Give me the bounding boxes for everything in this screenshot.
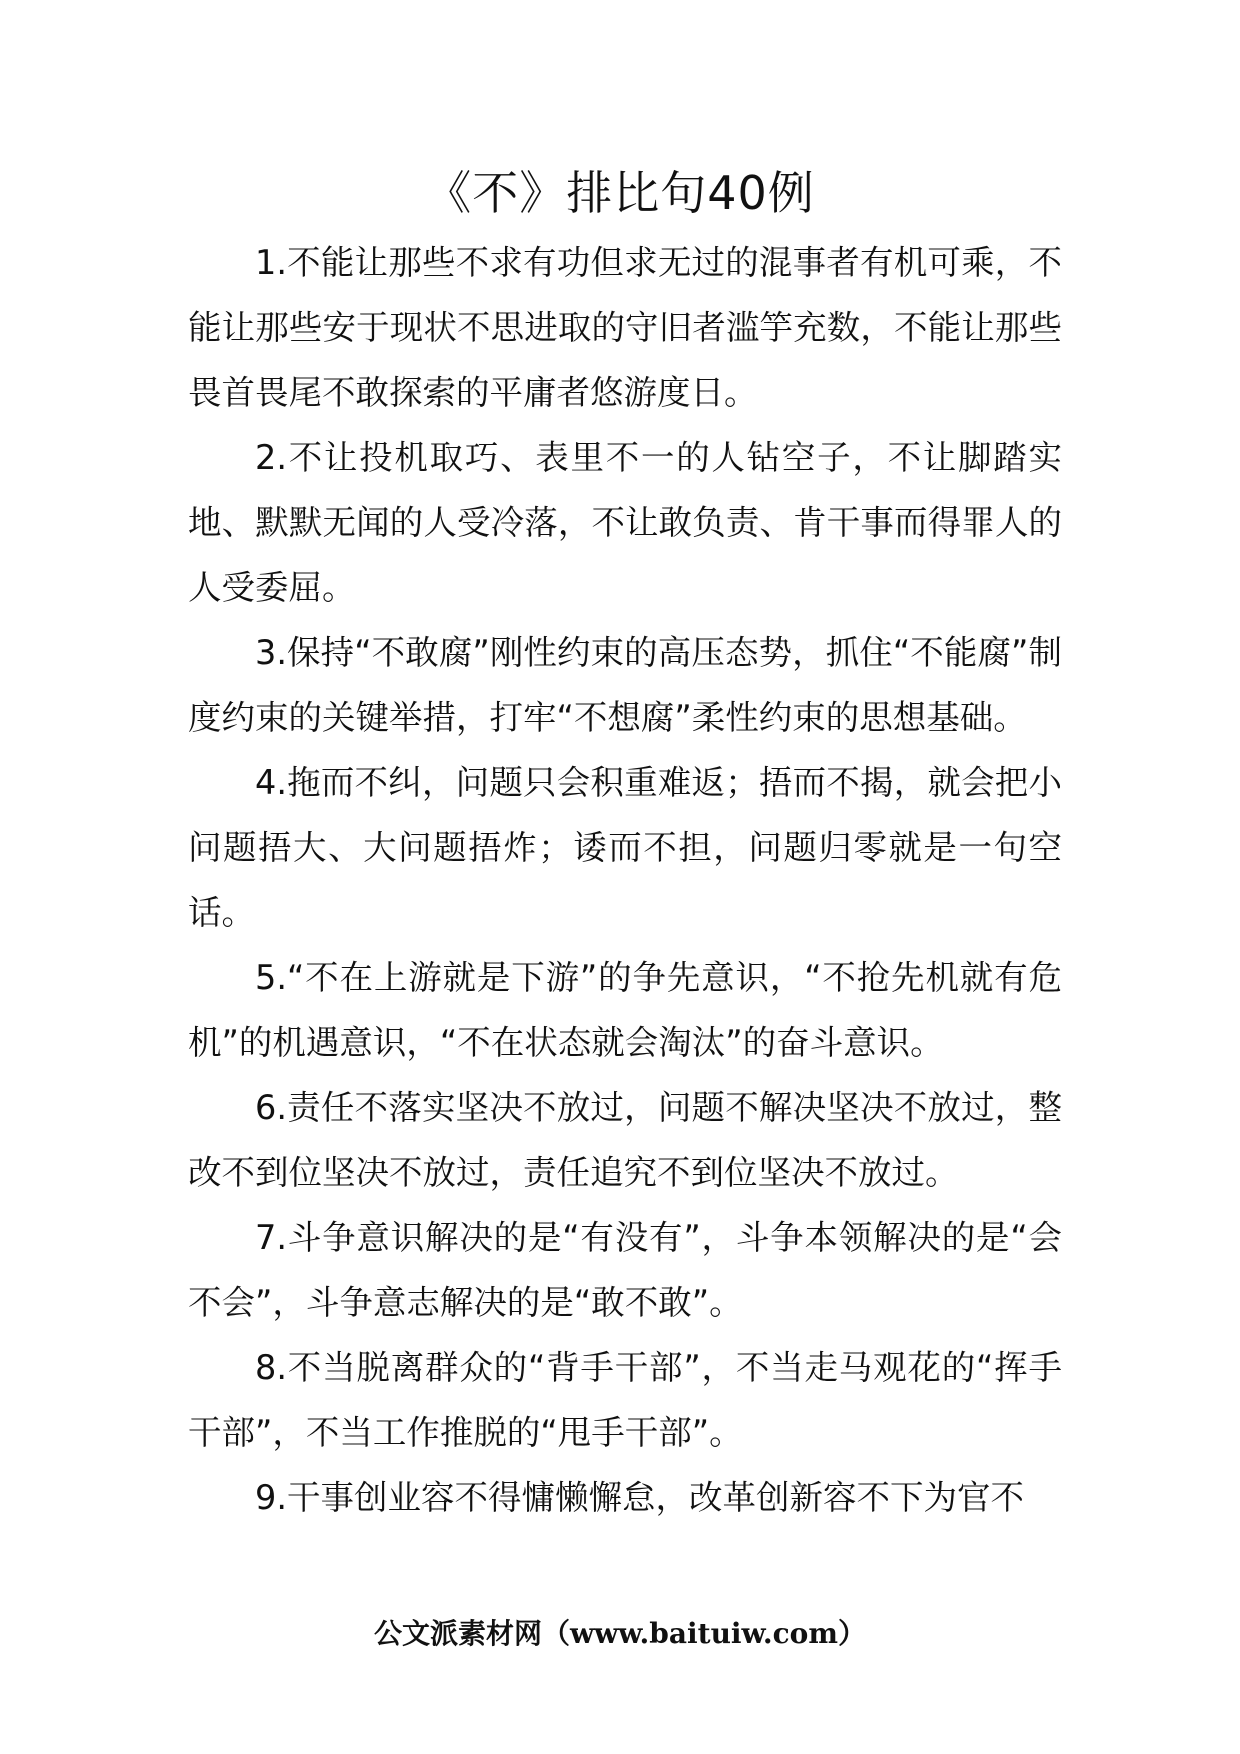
paragraph-4: 4.拖而不纠，问题只会积重难返；捂而不揭，就会把小问题捂大、大问题捂炸；诿而不担，问题归零就是一句空话。 xyxy=(188,763,1062,932)
paragraph-7: 7.斗争意识解决的是“有没有”，斗争本领解决的是“会不会”，斗争意志解决的是“敢不敢”。 xyxy=(188,1218,1062,1322)
paragraph-8: 8.不当脱离群众的“背手干部”，不当走马观花的“挥手干部”，不当工作推脱的“甩手干部”。 xyxy=(188,1348,1062,1452)
paragraph-5: 5.“不在上游就是下游”的争先意识，“不抢先机就有危机”的机遇意识，“不在状态就会淘汰”的奋斗意识。 xyxy=(188,958,1062,1062)
document-title: 《不》排比句40例 xyxy=(425,166,815,220)
document-body xyxy=(188,230,1062,1530)
paragraph-1: 1.不能让那些不求有功但求无过的混事者有机可乘，不能让那些安于现状不思进取的守旧者滥竽充数，不能让那些畏首畏尾不敢探索的平庸者悠游度日。 xyxy=(188,243,1062,412)
paragraph-2: 2.不让投机取巧、表里不一的人钻空子，不让脚踏实地、默默无闻的人受冷落，不让敢负责、肯干事而得罪人的人受委屈。 xyxy=(188,438,1062,607)
paragraph-6: 6.责任不落实坚决不放过，问题不解决坚决不放过，整改不到位坚决不放过，责任追究不到位坚决不放过。 xyxy=(188,1088,1062,1192)
paragraph-9: 9.干事创业容不得慵懒懈怠，改革创新容不下为官不 xyxy=(255,1478,1024,1517)
page-footer: 公文派素材网（www.baituiw.com） xyxy=(374,1617,866,1650)
paragraph-3: 3.保持“不敢腐”刚性约束的高压态势，抓住“不能腐”制度约束的关键举措，打牢“不想腐”柔性约束的思想基础。 xyxy=(188,633,1062,737)
